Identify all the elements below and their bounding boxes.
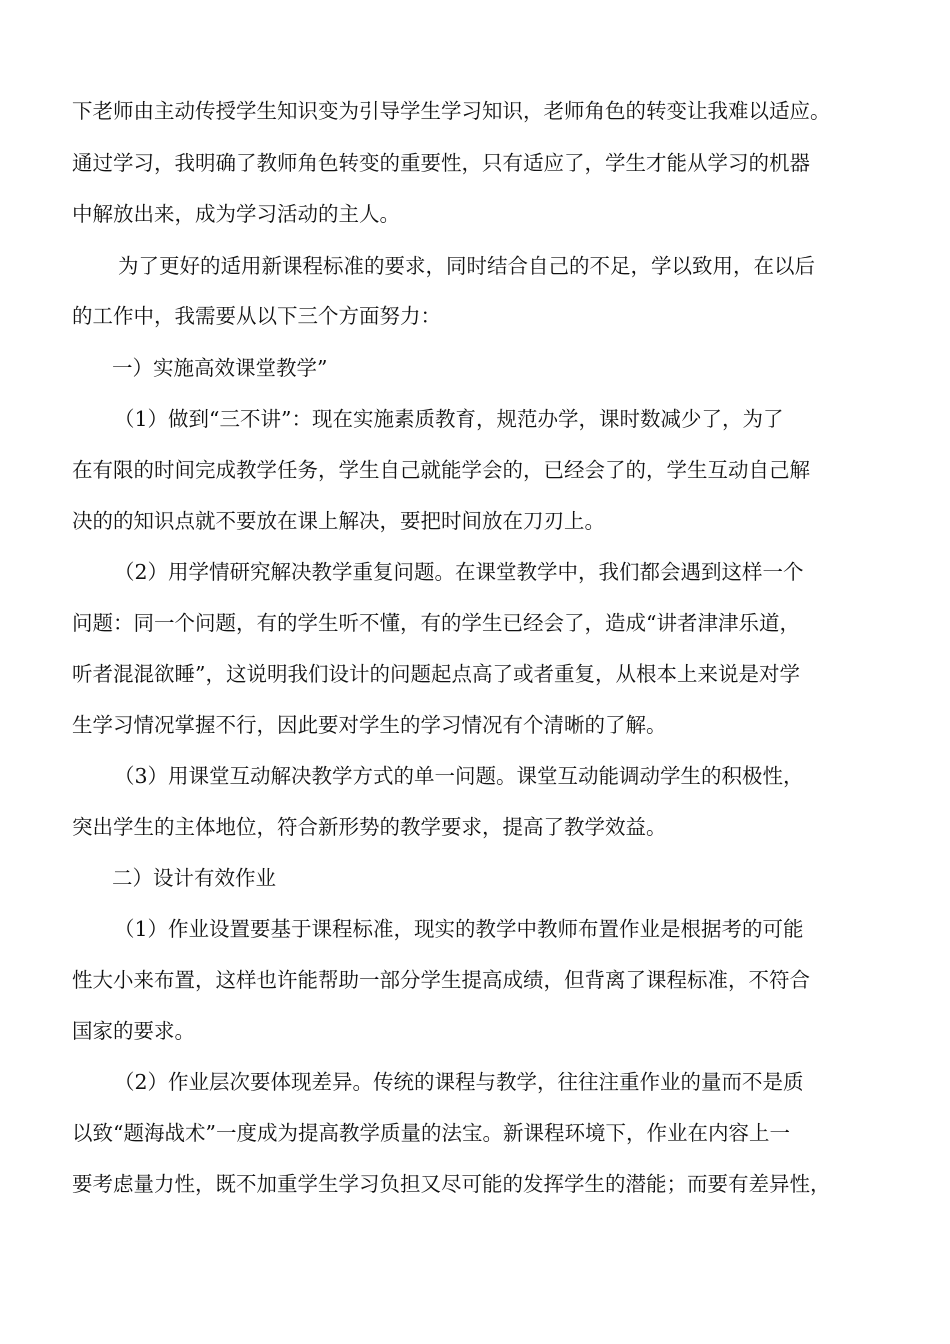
section-heading: 一）实施高效课堂教学” [112,356,328,380]
text-line: 在有限的时间完成教学任务，学生自己就能学会的，已经会了的，学生互动自己解 [72,458,810,482]
text-line: 以致“题海战术”一度成为提高教学质量的法宝。新课程环境下，作业在内容上一 [72,1121,790,1145]
paragraph-start-line: （2）作业层次要体现差异。传统的课程与教学，往往注重作业的量而不是质 [114,1070,804,1094]
text-line: 国家的要求。 [72,1019,195,1043]
text-line: 决的的知识点就不要放在课上解决，要把时间放在刀刃上。 [72,509,605,533]
text-line: 问题：同一个问题，有的学生听不懂，有的学生已经会了，造成“讲者津津乐道， [72,611,800,635]
text-line: 生学习情况掌握不行，因此要对学生的学习情况有个清晰的了解。 [72,713,667,737]
text-line: 突出学生的主体地位，符合新形势的教学要求，提高了教学效益。 [72,815,667,839]
text-line: 听者混混欲睡”，这说明我们设计的问题起点高了或者重复，从根本上来说是对学 [72,662,800,686]
text-line: 的工作中，我需要从以下三个方面努力： [72,304,441,328]
text-line: 通过学习，我明确了教师角色转变的重要性，只有适应了，学生才能从学习的机器 [72,151,810,175]
text-line: 下老师由主动传授学生知识变为引导学生学习知识，老师角色的转变让我难以适应。 [72,99,831,123]
paragraph-start-line: 为了更好的适用新课程标准的要求，同时结合自己的不足，学以致用，在以后 [118,254,815,278]
text-line: 性大小来布置，这样也许能帮助一部分学生提高成绩，但背离了课程标准，不符合 [72,968,810,992]
paragraph-start-line: （3）用课堂互动解决教学方式的单一问题。课堂互动能调动学生的积极性， [114,764,804,788]
paragraph-start-line: （2）用学情研究解决教学重复问题。在课堂教学中，我们都会遇到这样一个 [114,560,804,584]
text-line: 中解放出来，成为学习活动的主人。 [72,202,400,226]
text-line: 要考虑量力性，既不加重学生学习负担又尽可能的发挥学生的潜能；而要有差异性， [72,1172,831,1196]
section-heading: 二）设计有效作业 [112,866,276,890]
paragraph-start-line: （1）作业设置要基于课程标准，现实的教学中教师布置作业是根据考的可能 [114,917,804,941]
paragraph-start-line: （1）做到“三不讲”：现在实施素质教育，规范办学，课时数减少了，为了 [114,407,784,431]
